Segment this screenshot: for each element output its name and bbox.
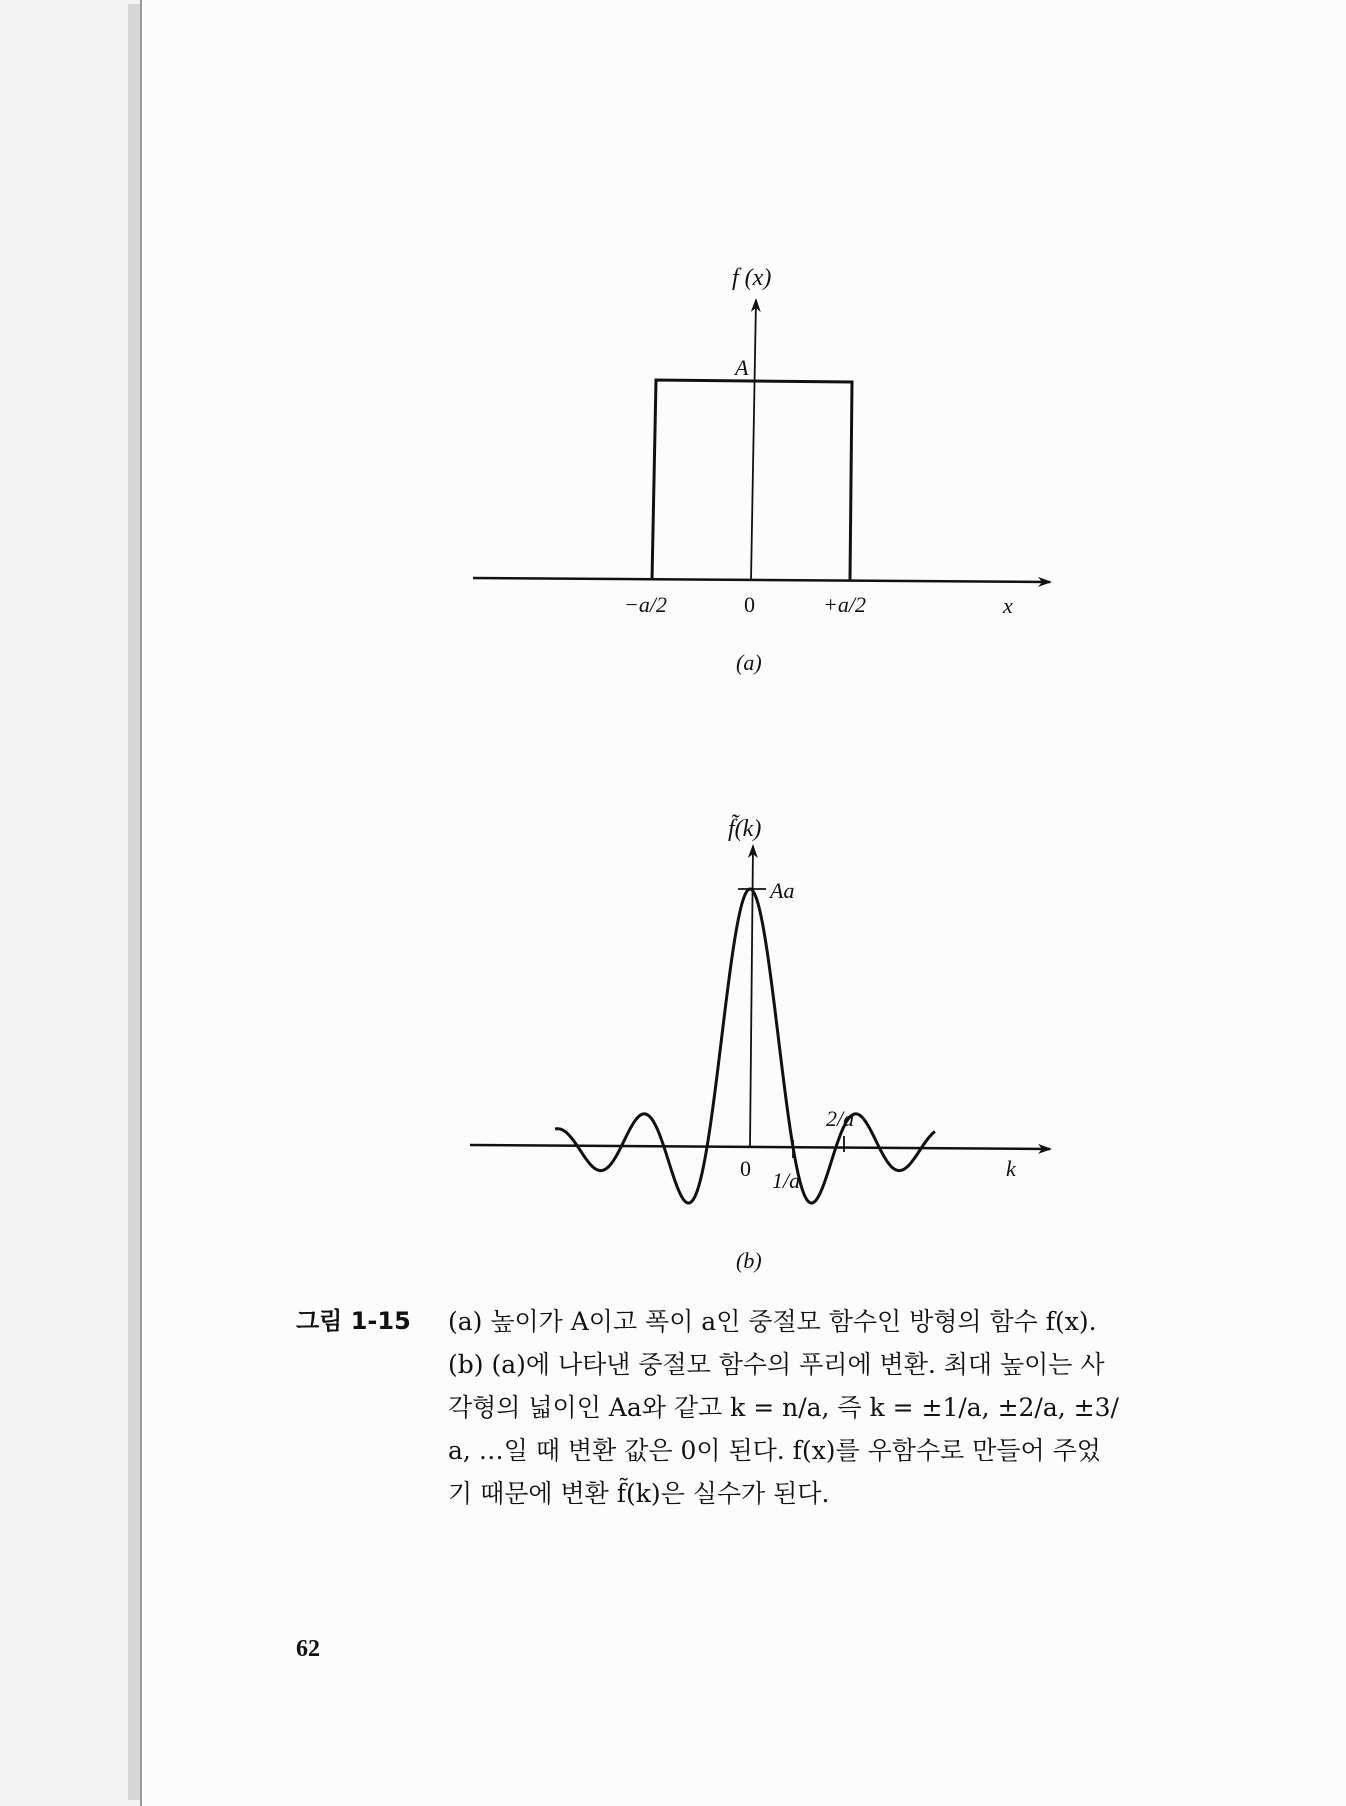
figure-b [470,814,1050,1273]
figure-a-x-axis [473,578,1050,582]
figure-b-x-axis [470,1145,1050,1149]
caption-line: a, …일 때 변환 값은 0이 된다. f(x)를 우함수로 만들어 주었 [448,1436,1101,1465]
caption-line: 각형의 넓이인 Aa와 같고 k = n/a, 즉 k = ±1/a, ±2/a, ±3/ [448,1393,1119,1422]
figure-a-panel-label: (a) [736,650,762,675]
page-number: 62 [296,1636,320,1662]
figure-b-panel-label: (b) [736,1248,762,1273]
figure-b-x-label: k [1006,1156,1016,1181]
figure-a-y-axis [751,300,756,580]
figure-a-tick-plus: +a/2 [823,592,866,617]
caption-line: 기 때문에 변환 f̃(k)은 실수가 된다. [448,1479,830,1508]
caption-heading: 그림 1-15 [296,1307,411,1335]
figure-b-peak-label: Aa [770,878,795,903]
caption-line: (b) (a)에 나타낸 중절모 함수의 푸리에 변환. 최대 높이는 사 [448,1350,1105,1379]
figure-b-tick-1a-label: 1/a [772,1168,801,1193]
caption-line: (a) 높이가 A이고 폭이 a인 중절모 함수인 방형의 함수 f(x). [448,1307,1097,1336]
figure-b-tick-2a-label: 2/a [826,1106,855,1131]
figure-a-x-label: x [1003,593,1013,618]
caption-text [448,1300,1218,1515]
figure-a-y-label: f (x) [732,265,772,291]
figure-a-height-label: A [735,355,749,380]
figure-a-tick-zero: 0 [744,592,755,617]
figure-b-tick-zero: 0 [740,1156,751,1181]
figure-b-y-label: f̃(k) [728,816,762,842]
figure-a-tick-minus: −a/2 [624,592,667,617]
figure-a [473,265,1050,675]
